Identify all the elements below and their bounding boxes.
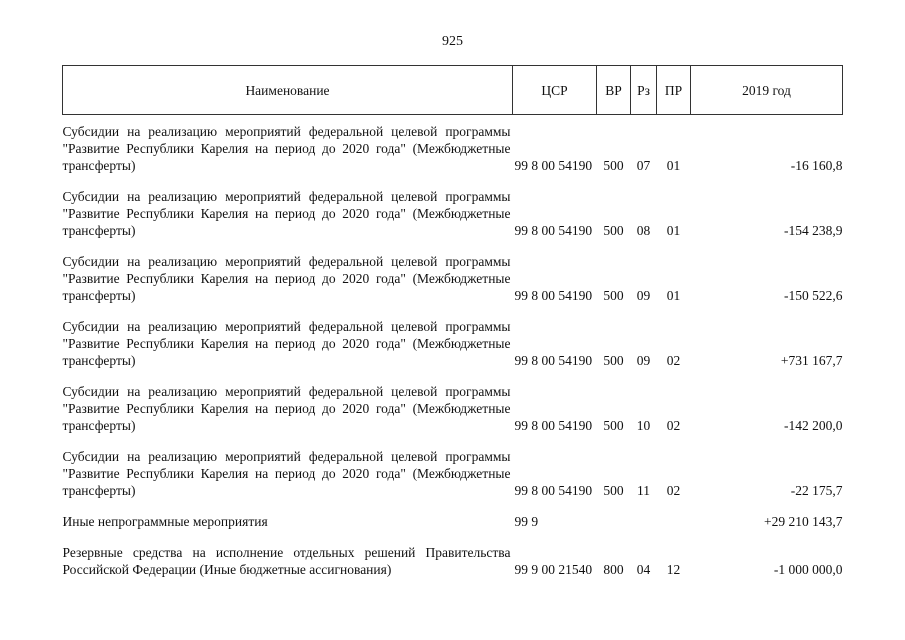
table-row	[63, 442, 843, 507]
table-header-row	[63, 66, 843, 115]
row-name: Субсидии на реализацию мероприятий федеральной целевой программы "Развитие Республики Карелия на период до 2020 года" (Межбюджетные трансферты)	[62, 124, 511, 173]
row-pr: 01	[666, 288, 681, 303]
table-row	[63, 312, 843, 377]
row-amount: +731 167,7	[780, 353, 843, 368]
header-rz: Рз	[631, 66, 657, 115]
row-vr: 500	[603, 418, 624, 433]
row-rz: 09	[636, 353, 651, 368]
row-name: Субсидии на реализацию мероприятий федеральной целевой программы "Развитие Республики Карелия на период до 2020 года" (Межбюджетные трансферты)	[62, 189, 511, 238]
row-pr: 01	[666, 158, 681, 173]
row-amount: -142 200,0	[784, 418, 843, 433]
header-pr: ПР	[657, 66, 691, 115]
header-csr: ЦСР	[513, 66, 597, 115]
row-rz: 08	[636, 223, 651, 238]
row-vr: 800	[603, 562, 624, 577]
row-name: Иные непрограммные мероприятия	[62, 514, 268, 529]
table-row	[63, 247, 843, 312]
row-rz: 10	[636, 418, 651, 433]
row-csr: 99 8 00 54190	[514, 288, 593, 303]
row-amount: -154 238,9	[784, 223, 843, 238]
row-pr: 02	[666, 483, 681, 498]
table-row	[63, 377, 843, 442]
row-csr: 99 8 00 54190	[514, 418, 593, 433]
row-rz	[631, 507, 657, 538]
row-name: Субсидии на реализацию мероприятий федеральной целевой программы "Развитие Республики Карелия на период до 2020 года" (Межбюджетные трансферты)	[62, 449, 511, 498]
table-row	[63, 115, 843, 183]
header-amount: 2019 год	[691, 66, 843, 115]
row-name: Субсидии на реализацию мероприятий федеральной целевой программы "Развитие Республики Карелия на период до 2020 года" (Межбюджетные трансферты)	[62, 254, 511, 303]
row-vr	[597, 507, 631, 538]
row-pr: 01	[666, 223, 681, 238]
row-vr: 500	[603, 353, 624, 368]
row-vr: 500	[603, 483, 624, 498]
row-name: Резервные средства на исполнение отдельных решений Правительства Российской Федерации (Иные бюджетные ассигнования)	[62, 545, 511, 577]
row-pr: 12	[666, 562, 681, 577]
row-vr: 500	[603, 223, 624, 238]
row-pr	[657, 507, 691, 538]
row-rz: 09	[636, 288, 651, 303]
row-amount: -22 175,7	[790, 483, 843, 498]
row-vr: 500	[603, 288, 624, 303]
table-row	[63, 538, 843, 586]
table-row	[63, 182, 843, 247]
row-vr: 500	[603, 158, 624, 173]
row-pr: 02	[666, 353, 681, 368]
header-name: Наименование	[63, 66, 513, 115]
row-name: Субсидии на реализацию мероприятий федеральной целевой программы "Развитие Республики Карелия на период до 2020 года" (Межбюджетные трансферты)	[62, 384, 511, 433]
row-amount: +29 210 143,7	[764, 514, 843, 529]
row-rz: 04	[636, 562, 651, 577]
row-csr: 99 8 00 54190	[514, 483, 593, 498]
row-csr: 99 8 00 54190	[514, 158, 593, 173]
row-amount: -16 160,8	[790, 158, 843, 173]
row-amount: -1 000 000,0	[773, 562, 843, 577]
budget-table	[62, 65, 843, 586]
row-rz: 11	[637, 483, 650, 498]
row-csr: 99 9	[514, 514, 539, 529]
row-name: Субсидии на реализацию мероприятий федеральной целевой программы "Развитие Республики Карелия на период до 2020 года" (Межбюджетные трансферты)	[62, 319, 511, 368]
row-rz: 07	[636, 158, 651, 173]
row-amount: -150 522,6	[784, 288, 843, 303]
page-number: 925	[442, 34, 463, 49]
row-csr: 99 8 00 54190	[514, 223, 593, 238]
row-pr: 02	[666, 418, 681, 433]
table-row	[63, 507, 843, 538]
row-csr: 99 9 00 21540	[514, 562, 593, 577]
row-csr: 99 8 00 54190	[514, 353, 593, 368]
header-vr: ВР	[597, 66, 631, 115]
